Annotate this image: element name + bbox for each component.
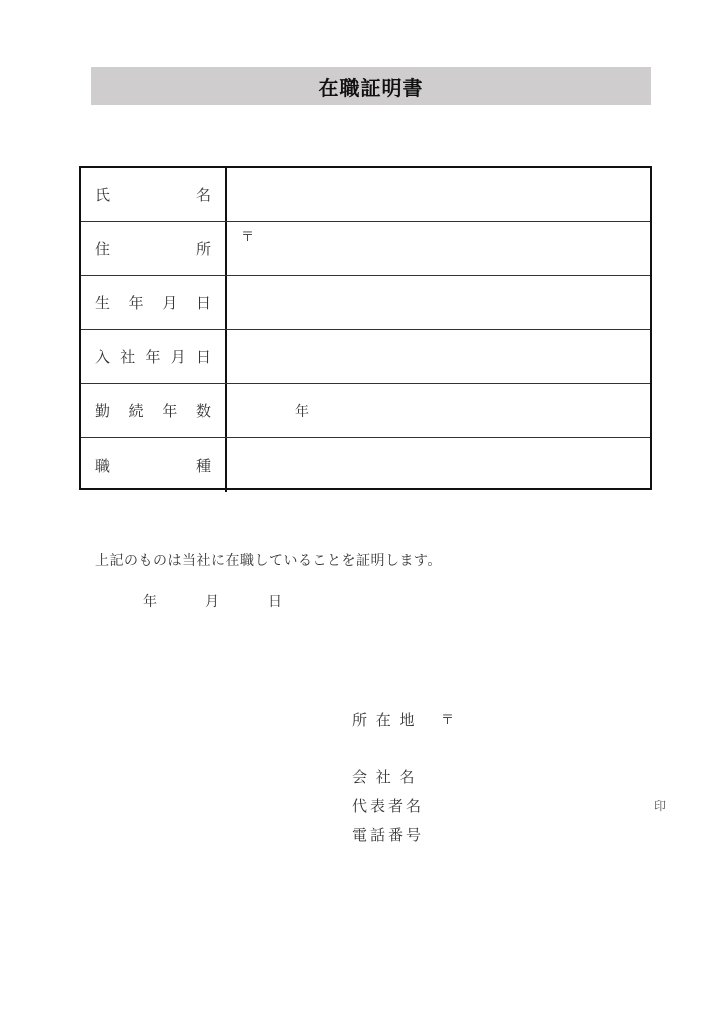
title-bar bbox=[91, 67, 651, 105]
job-type-field[interactable] bbox=[227, 438, 650, 492]
years-unit: 年 bbox=[295, 403, 309, 420]
row-address bbox=[81, 222, 650, 276]
label-hire-date: 入 社 年 月 日 bbox=[81, 330, 227, 383]
phone-label: 電話番号 bbox=[352, 826, 425, 844]
date-day: 日 bbox=[268, 594, 282, 610]
years-employed-field[interactable] bbox=[227, 384, 650, 437]
row-years-employed bbox=[81, 384, 650, 438]
location-label: 所 在 地 bbox=[352, 711, 417, 729]
info-table bbox=[79, 166, 652, 490]
birthdate-field[interactable] bbox=[227, 276, 650, 329]
name-field[interactable] bbox=[227, 168, 650, 221]
date-year: 年 bbox=[143, 594, 157, 610]
document-title: 在職証明書 bbox=[318, 75, 424, 100]
row-hire-date bbox=[81, 330, 650, 384]
label-job-type: 職 種 bbox=[81, 438, 227, 492]
hire-date-field[interactable] bbox=[227, 330, 650, 383]
certification-statement: 上記のものは当社に在職していることを証明します。 bbox=[95, 553, 442, 569]
seal-mark: 印 bbox=[654, 799, 667, 813]
company-name-label: 会 社 名 bbox=[352, 768, 417, 786]
date-month: 月 bbox=[205, 594, 219, 610]
label-years-employed: 勤 続 年 数 bbox=[81, 384, 227, 437]
label-address: 住 所 bbox=[81, 222, 227, 275]
postal-mark: 〒 bbox=[241, 230, 255, 245]
row-name bbox=[81, 168, 650, 222]
label-name: 氏 名 bbox=[81, 168, 227, 221]
address-field[interactable] bbox=[227, 222, 650, 275]
representative-label: 代表者名 bbox=[352, 797, 425, 815]
row-birthdate bbox=[81, 276, 650, 330]
row-job-type bbox=[81, 438, 650, 492]
label-birthdate: 生 年 月 日 bbox=[81, 276, 227, 329]
location-postal-mark: 〒 bbox=[441, 713, 455, 728]
